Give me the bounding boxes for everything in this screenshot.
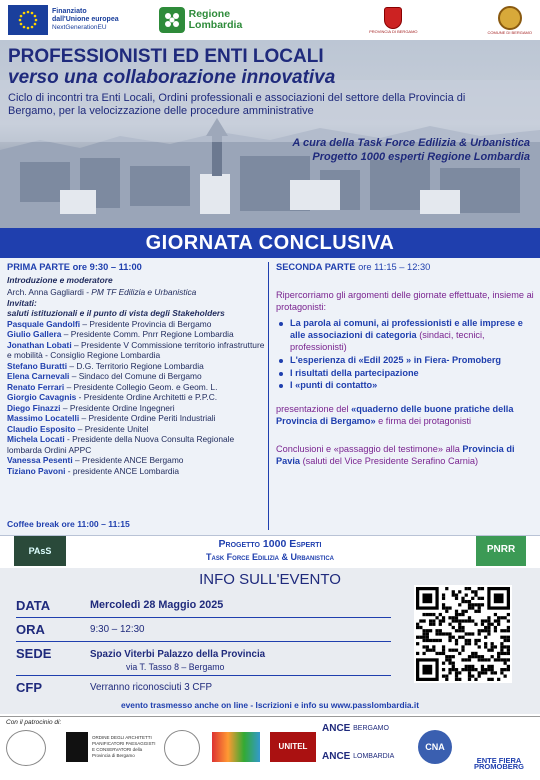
guest-list [7,319,265,477]
patronage-label: Con il patrocinio di: [6,719,62,726]
section-title-band: GIORNATA CONCLUSIVA [0,228,540,258]
guest-name: Elena Carnevali [7,371,70,381]
guest-name: Jonathan Lobati [7,339,72,350]
province-label: PROVINCIA DI BERGAMO [369,28,418,34]
guest-role: – Presidente V Commissione territorio infrastrutture e mobilità - Consiglio Regione Lombardia [7,339,265,360]
guest-role: – Presidente Ordine Ingegneri [60,402,175,413]
city-label: COMUNE DI BERGAMO [487,29,532,35]
info-row-time [16,620,391,642]
guest-name: Massimo Locatelli [7,413,80,423]
cfp-value: Verranno riconosciuti 3 CFP [90,682,212,693]
part2-label: SECONDA PARTE [276,262,356,272]
comune-logo [488,6,532,35]
hero-title-line1: PROFESSIONISTI ED ENTI LOCALI [8,46,324,67]
region-line1: Regione [188,8,231,20]
guest-item [7,466,265,477]
part2-column [276,262,534,467]
cna-logo: CNA [418,730,452,764]
guest-role: – Presidente Provincia di Bergamo [80,318,212,329]
unitel-logo: UNITEL [270,732,316,762]
invited-title: Invitati: [7,297,37,308]
conclusion-paragraph [276,444,534,468]
qr-code[interactable] [414,585,512,683]
paas-logo: PAsS [14,536,66,566]
part2-bullets [276,318,534,392]
date-label: DATA [16,598,51,613]
ente-fiera-logo: ENTE FIERA PROMOBERG [473,756,524,771]
invited-subtitle: saluti istituzionali e il punto di vista degli Stakeholders [7,308,225,318]
eu-line1: Finanziato [52,8,87,15]
part2-bullet [276,355,534,367]
guest-name: Stefano Buratti [7,360,68,371]
hero-title-line2: verso una collaborazione innovativa [8,67,336,88]
presentation-post: e firma dei protagonisti [375,415,472,426]
guest-item [7,382,265,393]
guest-name: Tiziano Pavoni [7,465,66,476]
hero-description: Ciclo di incontri tra Enti Locali, Ordini professionali e associazioni del settore della Provincia di Bergamo, per la velocizzazione delle procedure amministrative [8,92,466,117]
presentation-pre: presentazione del [276,404,352,415]
time-label: ORA [16,622,45,637]
ance2-city: LOMBARDIA [353,753,395,760]
sponsor-seal-1 [6,730,46,766]
ance-bergamo-logo [322,722,402,736]
provincia-logo [369,7,417,34]
guest-item [7,455,265,466]
guest-item [7,424,265,435]
guest-role: – Presidente Collegio Geom. e Geom. L. [64,381,218,392]
cura-line2: Progetto 1000 esperti Regione Lombardia [312,151,530,163]
venue-address: via T. Tasso 8 – Bergamo [126,662,225,672]
guest-item [7,361,265,372]
guest-item [7,319,265,330]
moderator-name: Arch. Anna Gagliardi [7,287,84,297]
project-strip [0,536,540,568]
sponsor-colored-logo [212,732,260,762]
eu-logo [8,5,119,35]
logo-bar [0,0,540,40]
sponsor-seal-2 [164,730,200,766]
pnrr-logo: PNRR [476,536,526,566]
guest-role: – Sindaco del Comune di Bergamo [69,371,202,381]
conclusion-pre: Conclusioni e «passaggio del testimone» alla [276,443,463,454]
time-value: 9:30 – 12:30 [90,624,145,635]
ance1: ANCE [322,723,351,734]
part1-time: ore 9:30 – 11:00 [70,262,142,272]
guest-name: Giulio Gallera [7,329,62,339]
cura-line1: A cura della Task Force Edilizia & Urbanistica [292,137,530,149]
date-value: Mercoledì 28 Maggio 2025 [90,599,224,611]
column-divider [268,262,269,530]
ance2: ANCE [322,751,351,762]
guest-item [7,371,265,382]
guest-name: Pasquale Gandolfi [7,318,81,329]
guest-role: - presidente ANCE Lombardia [65,465,180,476]
part1-heading [7,262,265,273]
conclusion-bold: Provincia di Pavia [276,443,515,466]
guest-role: – D.G. Territorio Regione Lombardia [67,360,204,371]
bullet-bold: L'esperienza di «Edil 2025 » in Fiera- Promoberg [290,354,502,365]
info-row-date [16,596,391,618]
rosa-camuna-icon [159,7,185,33]
bullet-bold: I risultati della partecipazione [290,367,419,378]
eu-flag-icon [8,5,48,35]
guest-item [7,340,265,361]
guest-name: Giorgio Cavagnis [7,392,77,402]
online-info: evento trasmesso anche on line - Iscrizioni e info su www.passlombardia.it [120,700,419,710]
part2-intro: Ripercorriamo gli argomenti delle giornate effettuate, insieme ai protagonisti: [276,289,534,312]
guest-name: Michela Locati [7,434,65,444]
regione-lombardia-logo [159,7,243,33]
guest-item [7,329,265,340]
info-title: INFO SULL'EVENTO [199,571,341,588]
venue-label: SEDE [16,646,52,661]
part2-bullet [276,368,534,380]
project-line2: Task Force Edilizia & Urbanistica [206,551,334,562]
bullet-bold: I «punti di contatto» [290,380,378,391]
intro-title: Introduzione e moderatore [7,274,113,285]
guest-role: - Presidente Ordine Architetti e P.P.C. [76,392,218,402]
region-line2: Lombardia [188,19,243,31]
guest-name: Claudio Esposito [7,423,76,434]
guest-role: – Presidente Comm. Pnrr Regione Lombardia [61,329,234,339]
guest-role: – Presidente Ordine Periti Industriali [79,413,216,423]
cfp-label: CFP [16,680,42,695]
part2-time: ore 11:15 – 12:30 [355,262,431,272]
part1-column [7,262,265,476]
guest-item [7,392,265,403]
guest-name: Diego Finazzi [7,402,61,413]
part2-bullet [276,380,534,392]
coffee-break: Coffee break ore 11:00 – 11:15 [7,519,130,529]
qr-code-icon [416,587,510,681]
part1-label: PRIMA PARTE [7,262,71,272]
moderator-line [7,287,265,298]
hero-curated-by [292,136,530,164]
venue-value: Spazio Viterbi Palazzo della Provincia [90,649,266,660]
guest-item [7,413,265,424]
info-row-venue [16,644,391,676]
info-row-cfp [16,678,391,700]
ordine-architetti-mark [66,732,88,762]
guest-name: Renato Ferrari [7,381,65,392]
hero-banner [0,40,540,228]
bullet-rest: (sindaci, tecnici, professionisti) [290,330,485,352]
presentation-paragraph [276,404,534,428]
guest-role: – Presidente Unitel [75,423,149,434]
bullet-bold: La parola ai comuni, ai professionisti e alle imprese e alle associazioni di categoria [290,318,523,341]
comune-seal-icon [498,6,522,30]
part2-bullet [276,318,534,353]
eu-line2: dall'Unione europea [52,16,119,23]
presentation-bold: «quaderno delle buone pratiche della Provincia di Bergamo» [276,404,514,426]
guest-role: – Presidente ANCE Bergamo [72,455,184,465]
guest-name: Vanessa Pesenti [7,455,73,465]
ance-lombardia-logo [322,750,402,764]
part2-heading [276,262,534,274]
guest-item [7,403,265,414]
moderator-role: - PM TF Edilizia e Urbanistica [83,287,197,297]
provincia-crest-icon [384,7,402,29]
guest-role: - Presidente della Nuova Consulta Regionale lombarda Ordini APPC [7,434,235,455]
project-line1: Progetto 1000 Esperti [218,538,322,550]
ordine-architetti-text: ORDINE DEGLI ARCHITETTI PIANIFICATORI PAESAGGISTI E CONSERVATORI della Provincia di Bergamo [92,735,156,758]
eu-line3: NextGenerationEU [52,24,107,31]
conclusion-post: (saluti del Vice Presidente Serafino Carnia) [300,455,479,466]
ance1-city: BERGAMO [353,725,389,732]
guest-item [7,434,265,455]
